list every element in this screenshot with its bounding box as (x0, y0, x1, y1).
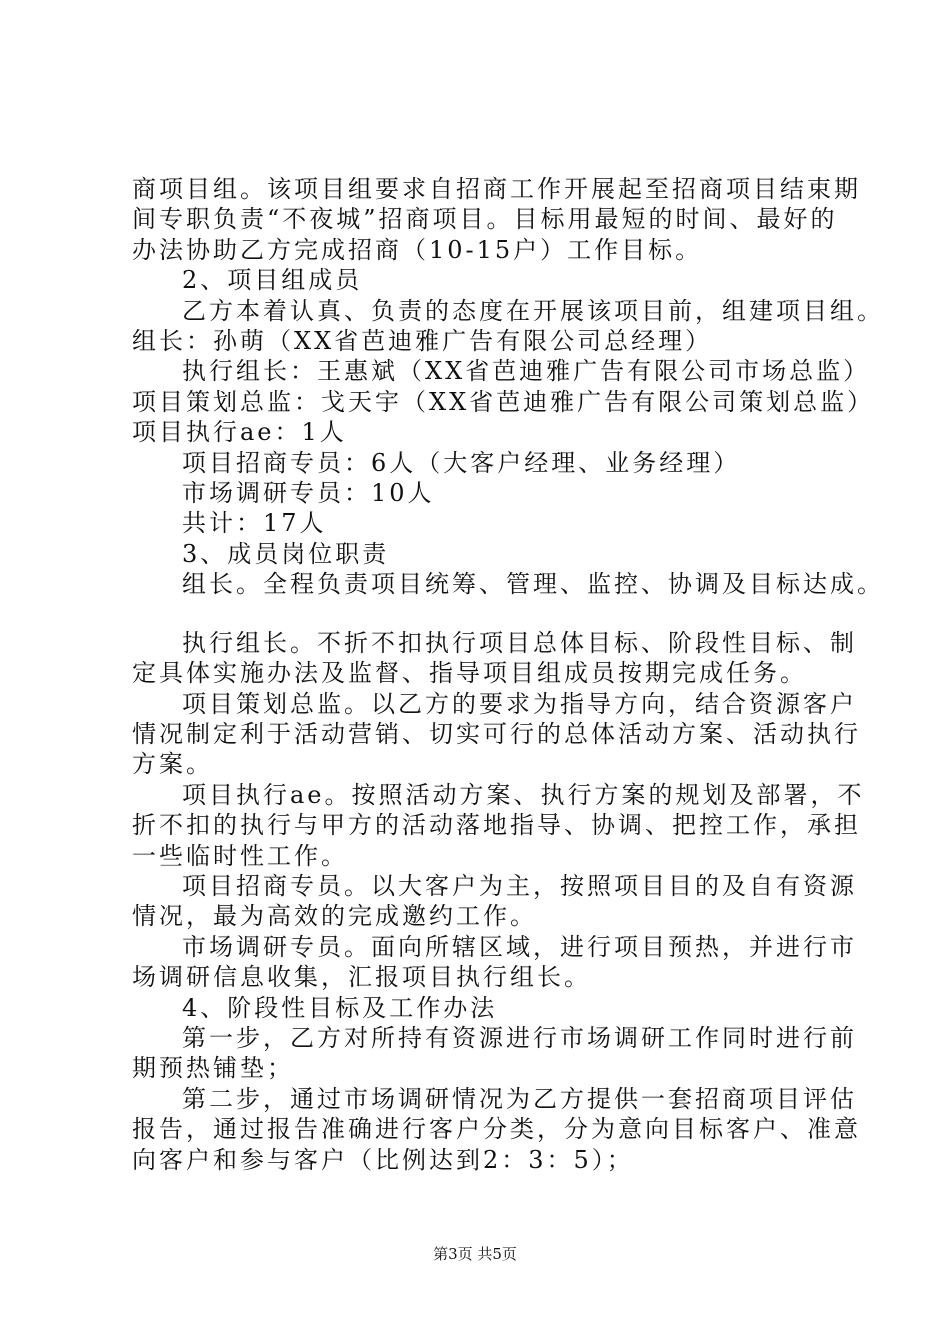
text-line: 第一步，乙方对所持有资源进行市场调研工作同时进行前 (182, 1023, 857, 1052)
text-line: 折不扣的执行与甲方的活动落地指导、协调、把控工作，承担 (132, 811, 861, 840)
text-line: 场调研信息收集，汇报项目执行组长。 (132, 963, 591, 992)
text-line: 执行组长：王惠斌（XX省芭迪雅广告有限公司市场总监） (182, 357, 871, 386)
text-line: 项目策划总监。以乙方的要求为指导方向，结合资源客户 (182, 689, 857, 718)
text-line: 情况，最为高效的完成邀约工作。 (132, 902, 537, 931)
text-line: 报告，通过报告准确进行客户分类，分为意向目标客户、准意 (132, 1115, 861, 1144)
section-heading: 3、成员岗位职责 (182, 539, 390, 568)
text-line: 组长。全程负责项目统筹、管理、监控、协调及目标达成。 (182, 570, 884, 599)
text-line: 市场调研专员。面向所辖区域，进行项目预热，并进行市 (182, 932, 857, 961)
text-line: 项目执行ae：1人 (132, 418, 347, 447)
text-line: 项目招商专员。以大客户为主，按照项目目的及自有资源 (182, 871, 857, 900)
text-line: 向客户和参与客户（比例达到2：3：5）； (132, 1145, 634, 1174)
paragraph-gap (132, 600, 852, 628)
text-line: 市场调研专员：10人 (182, 479, 435, 508)
section-heading: 4、阶段性目标及工作办法 (182, 993, 498, 1022)
text-line: 间专职负责“不夜城”招商项目。目标用最短的时间、最好的 (132, 205, 838, 234)
text-line: 商项目组。该项目组要求自招商工作开展起至招商项目结束期 (132, 175, 861, 203)
text-line: 一些临时性工作。 (132, 841, 348, 870)
document-body (132, 174, 884, 1175)
text-line: 方案。 (132, 750, 213, 779)
text-line: 第二步，通过市场调研情况为乙方提供一套招商项目评估 (182, 1084, 857, 1113)
text-line: 共计：17人 (182, 509, 327, 538)
text-line: 项目执行ae。按照活动方案、执行方案的规划及部署，不 (182, 780, 865, 809)
text-line: 项目招商专员：6人（大客户经理、业务经理） (182, 448, 741, 477)
page-footer: 第3页 共5页 (433, 1245, 517, 1263)
text-line: 办法协助乙方完成招商（10-15户）工作目标。 (132, 235, 703, 264)
text-line: 执行组长。不折不扣执行项目总体目标、阶段性目标、制 (182, 628, 857, 657)
text-line: 乙方本着认真、负责的态度在开展该项目前，组建项目组。 (182, 296, 884, 325)
text-line: 组长：孙萌（XX省芭迪雅广告有限公司总经理） (132, 327, 713, 356)
text-line: 情况制定利于活动营销、切实可行的总体活动方案、活动执行 (132, 719, 861, 748)
section-heading: 2、项目组成员 (182, 266, 363, 295)
text-line: 项目策划总监：戈天宇（XX省芭迪雅广告有限公司策划总监） (132, 387, 875, 416)
text-line: 期预热铺垫； (132, 1054, 294, 1083)
text-line: 定具体实施办法及监督、指导项目组成员按期完成任务。 (132, 659, 807, 688)
